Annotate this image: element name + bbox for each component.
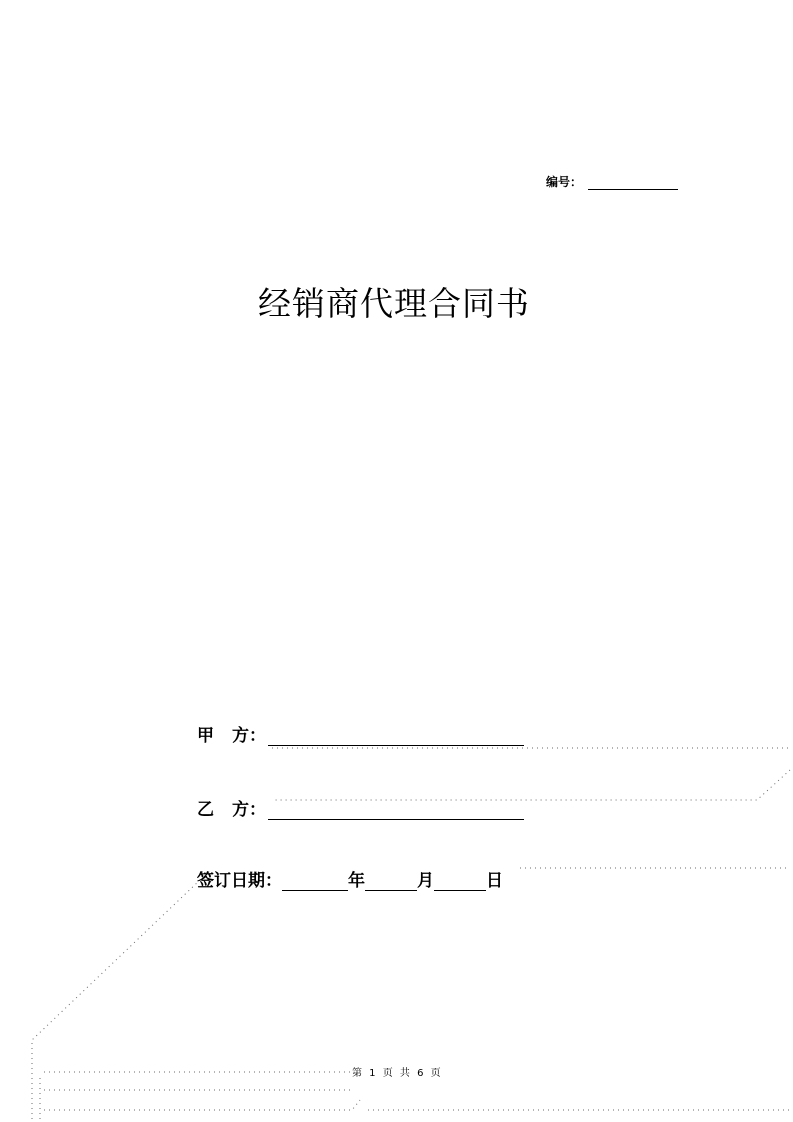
year-blank[interactable] (282, 872, 348, 891)
serial-number-label: 编号： (546, 175, 583, 189)
serial-number-blank[interactable] (588, 175, 678, 190)
month-label: 月 (417, 871, 434, 891)
party-b-label-char: 乙 (197, 800, 214, 820)
party-a-field (197, 721, 524, 746)
page-indicator: 第 1 页 共 6 页 (352, 1068, 443, 1079)
serial-number-field (546, 173, 678, 190)
party-a-blank[interactable] (268, 727, 524, 746)
party-b-label-suffix: 方： (232, 800, 266, 820)
month-blank[interactable] (365, 872, 417, 891)
party-b-blank[interactable] (268, 801, 524, 820)
day-label: 日 (486, 871, 503, 891)
signing-date-field (197, 866, 503, 891)
party-a-label-char: 甲 (197, 726, 214, 746)
document-title: 经销商代理合同书 (258, 284, 530, 323)
year-label: 年 (348, 871, 365, 891)
day-blank[interactable] (434, 872, 486, 891)
party-b-field (197, 795, 524, 820)
party-a-label-suffix: 方： (232, 726, 266, 746)
signing-date-label: 签订日期： (197, 871, 282, 891)
